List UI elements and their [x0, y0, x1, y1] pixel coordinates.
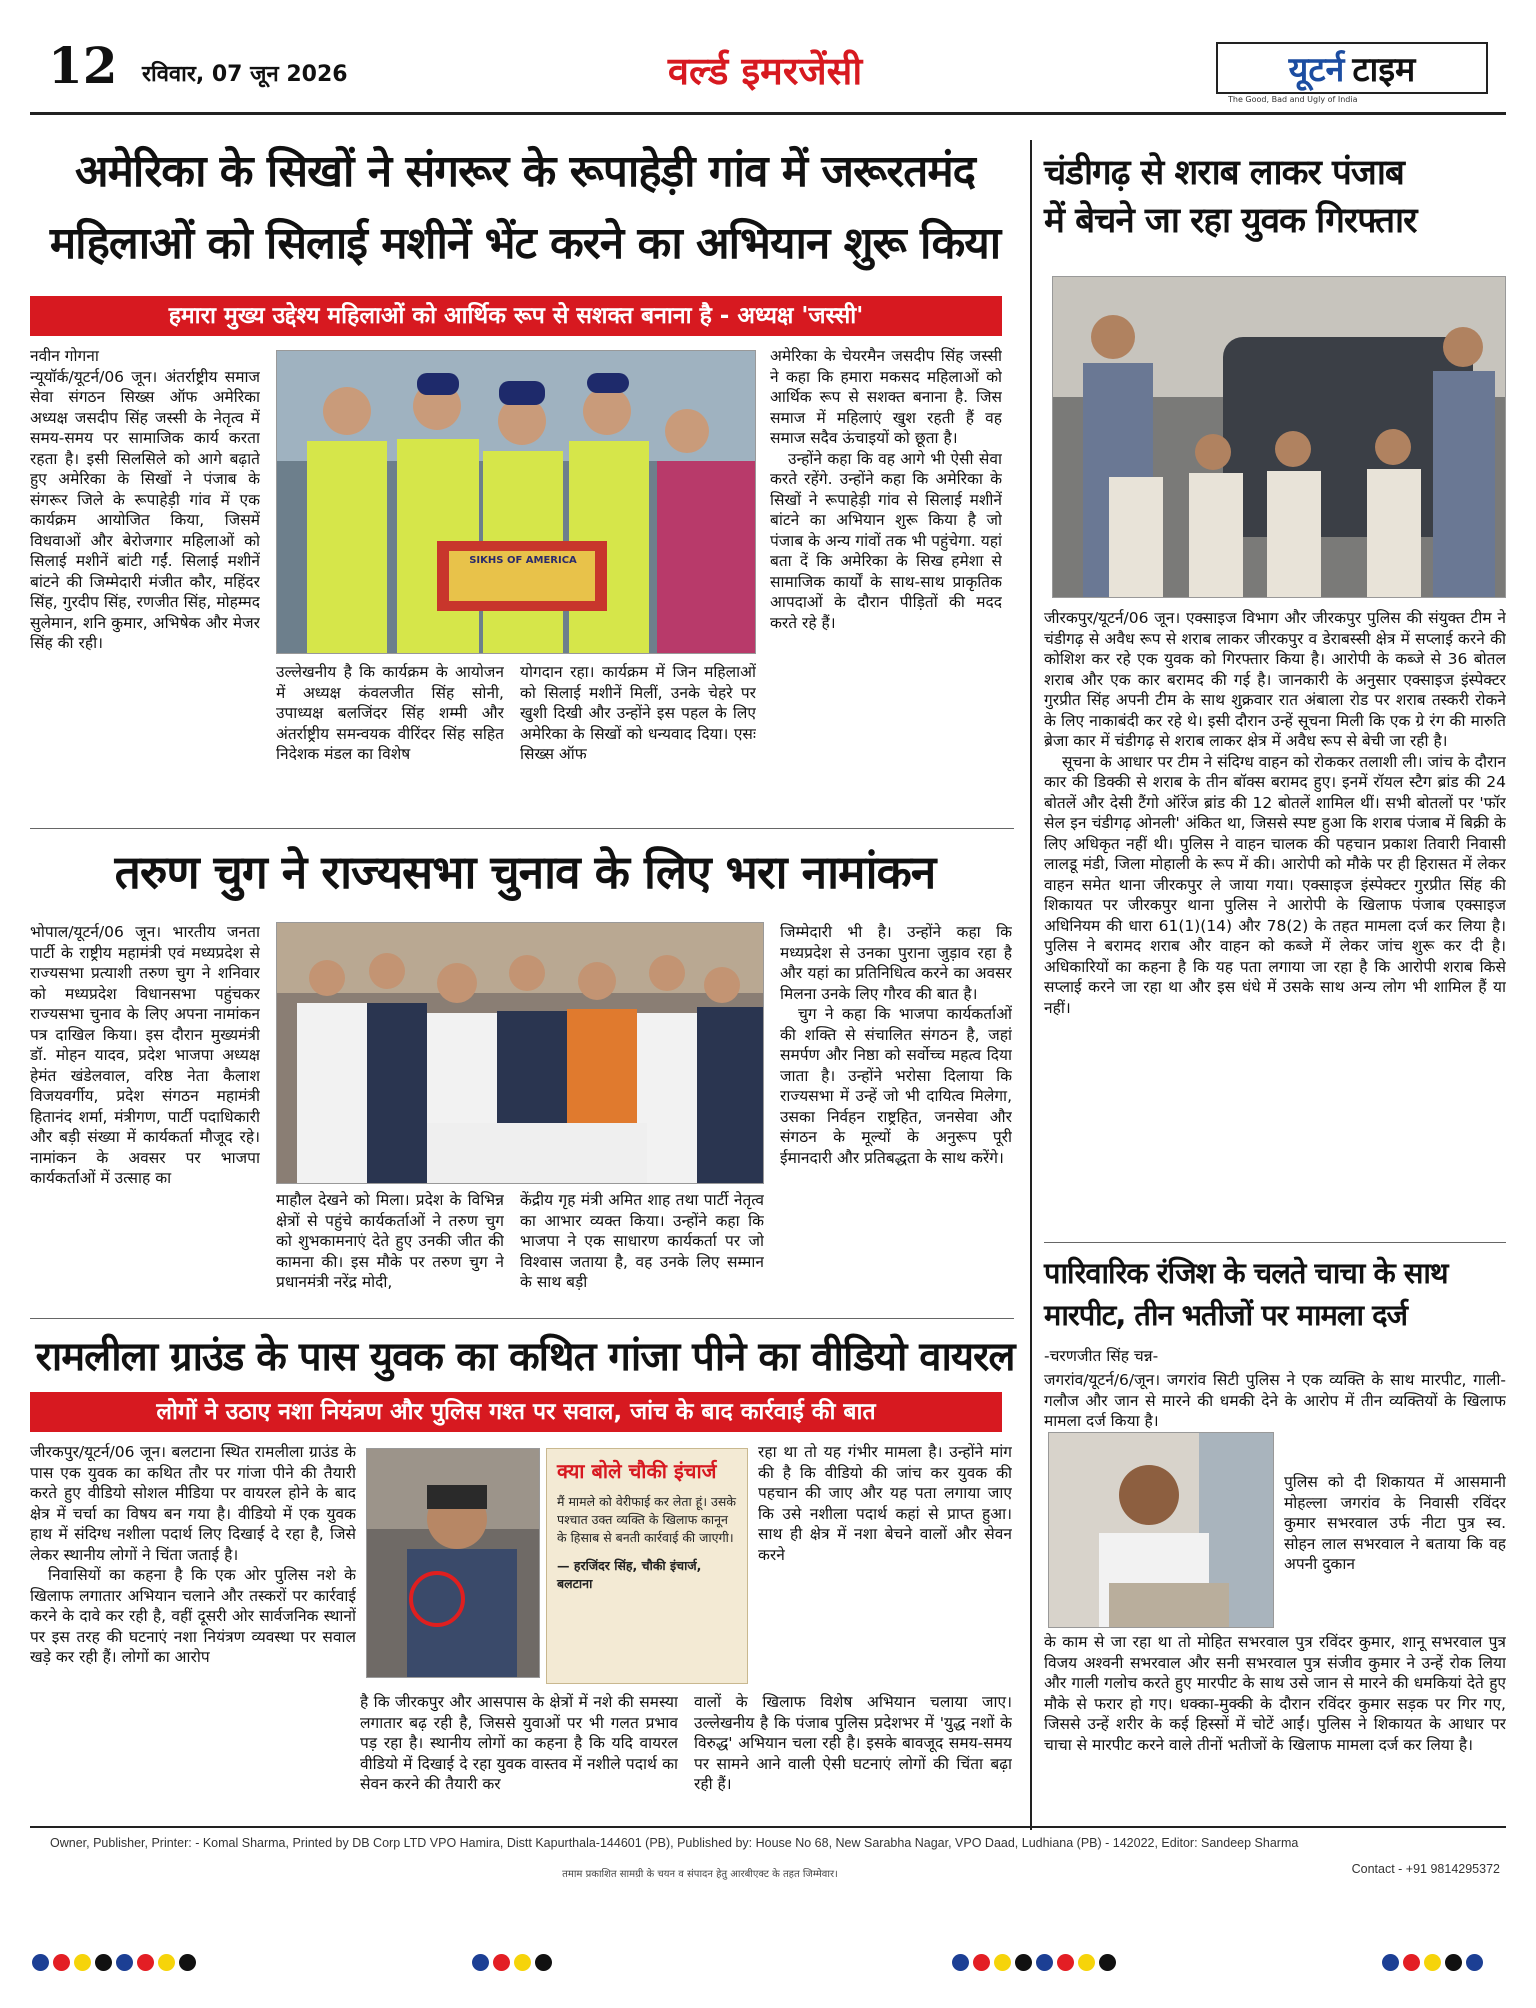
story4-p1: जीरकपुर/यूटर्न/06 जून। एक्साइज विभाग और जीरकपुर पुलिस की संयुक्त टीम ने चंडीगढ़ से अवैध रूप से शराब लाकर जीरकपुर व डेराबस्सी क्षेत्र में सप्लाई करने की कोशिश कर रहे एक युवक को गिरफ्तार किया है। आरोपी के कब्जे से 36 बोतल शराब और एक कार बरामद की गई है। जानकारी के अनुसार एक्साइज इंस्पेक्टर गुरप्रीत सिंह अपनी टीम के साथ शुक्रवार रात अंबाला रोड पर शराब तस्करी रोकने के लिए नाकाबंदी कर रहे थे। इसी दौरान उन्हें सूचना मिली कि एक ग्रे रंग की मारुति ब्रेजा कार में चंडीगढ़ से शराब लाकर क्षेत्र में अवैध रूप से बेची जा रही है। — [1044, 609, 1506, 750]
quote-box-text: मैं मामले को वेरीफाई कर लेता हूं। उसके पश्चात उक्त व्यक्ति के खिलाफ कानून के हिसाब से बनती कार्रवाई की जाएगी। — [557, 1494, 736, 1545]
story1-col3: योगदान रहा। कार्यक्रम में जिन महिलाओं को सिलाई मशीनें मिलीं, उनके चेहरे पर खुशी दिखी और उन्होंने इस पहल के लिए अमेरिका के सिखों को धन्यवाद दिया। एसः सिख्स ऑफ — [520, 663, 756, 763]
registration-marks-center — [470, 1954, 554, 1975]
story3-col2: है कि जीरकपुर और आसपास के क्षेत्रों में नशे की समस्या लगातार बढ़ रही है, जिससे युवाओं पर भी गलत प्रभाव पड़ रहा है। स्थानीय लोगों का कहना है कि यदि वायरल वीडियो में दिखाई दे रहा युवक वास्तव में नशीले पदार्थ का सेवन करने की तैयारी कर — [360, 1693, 678, 1793]
quote-box — [546, 1448, 748, 1684]
story3-col1 — [30, 1442, 356, 1814]
masthead-logo — [1216, 42, 1488, 94]
column-divider — [1030, 140, 1032, 1830]
story2-photo — [276, 922, 764, 1184]
story4-photo — [1052, 276, 1506, 598]
story1-subhead: हमारा मुख्य उद्देश्य महिलाओं को आर्थिक रूप से सशक्त बनाना है - अध्यक्ष 'जस्सी' — [30, 296, 1002, 336]
footer-contact: Contact - +91 9814295372 — [1351, 1862, 1500, 1876]
story1-col1 — [30, 346, 260, 820]
brand-tagline: The Good, Bad and Ugly of India — [1228, 95, 1358, 104]
story5-headline-line1: पारिवारिक रंजिश के चलते चाचा के साथ — [1044, 1256, 1448, 1290]
story5-headline-line2: मारपीट, तीन भतीजों पर मामला दर्ज — [1044, 1298, 1408, 1332]
story2-col4 — [780, 922, 1012, 1308]
registration-marks-right — [950, 1954, 1118, 1975]
story5-photo — [1048, 1432, 1274, 1628]
quote-box-sign: — हरजिंदर सिंह, चौकी इंचार्ज, बलटाना — [557, 1558, 702, 1591]
section-title: वर्ल्ड इमरजेंसी — [667, 49, 863, 93]
story2-col1: भोपाल/यूटर्न/06 जून। भारतीय जनता पार्टी के राष्ट्रीय महामंत्री एवं मध्यप्रदेश से राज्यसभा प्रत्याशी तरुण चुग ने शनिवार को मध्यप्रदेश विधानसभा पहुंचकर राज्यसभा चुनाव के लिए अपना नामांकन पत्र दाखिल किया। इस दौरान मुख्यमंत्री डॉ. मोहन यादव, प्रदेश भाजपा अध्यक्ष हेमंत खंडेलवाल, वरिष्ठ नेता कैलाश विजयवर्गीय, प्रदेश संगठन महामंत्री हितानंद शर्मा, मंत्रीगण, पार्टी पदाधिकारी और बड़ी संख्या में कार्यकर्ता मौजूद रहे। नामांकन के अवसर पर भाजपा कार्यकर्ताओं में उत्साह का — [30, 923, 260, 1187]
story3-col1-p1: जीरकपुर/यूटर्न/06 जून। बलटाना स्थित रामलीला ग्राउंड के पास एक युवक का कथित तौर पर गांजा पीने की तैयारी करते हुए वीडियो सोशल मीडिया पर वायरल होने के बाद क्षेत्र में चर्चा का विषय बन गया है। वीडियो में एक युवक हाथ में संदिग्ध नशीला पदार्थ लिए दिखाई दे रहा है, जिसे लेकर स्थानीय लोगों ने चिंता जताई है। — [30, 1443, 356, 1564]
story1-col2: उल्लेखनीय है कि कार्यक्रम के आयोजन में अध्यक्ष कंवलजीत सिंह सोनी, उपाध्यक्ष बलजिंदर सिंह शम्मी और अंतर्राष्ट्रीय समन्वयक वीरिंदर सिंह सहित निदेशक मंडल का विशेष — [276, 663, 504, 763]
story4-headline-line1: चंडीगढ़ से शराब लाकर पंजाब — [1044, 153, 1404, 193]
story1-rule — [30, 828, 1014, 829]
footer-rule — [30, 1826, 1506, 1828]
story5-byline: -चरणजीत सिंह चन्न- — [1044, 1347, 1159, 1365]
footer-imprint: Owner, Publisher, Printer: - Komal Sharma, Printed by DB Corp LTD VPO Hamira, Distt Kapurthala-144601 (PB), Published by: House No 68, New Sarabha Nagar, VPO Daad, Ludhiana (PB) - 142022, Editor: Sandeep Sharma — [50, 1836, 1299, 1850]
story2-headline: तरुण चुग ने राज्यसभा चुनाव के लिए भरा नामांकन — [114, 845, 936, 899]
story5-top: जगरांव/यूटर्न/6/जून। जगरांव सिटी पुलिस ने एक व्यक्ति के साथ मारपीट, गाली-गलौज और जान से मारने की धमकी देने के आरोप में तीन व्यक्तियों के खिलाफ मामला दर्ज किया है। — [1044, 1371, 1506, 1430]
story3-col3-p2: वालों के खिलाफ विशेष अभियान चलाया जाए। उल्लेखनीय है कि पंजाब पुलिस प्रदेशभर में 'युद्ध नशों के विरुद्ध' अभियान चला रही है। इसके बावजूद समय-समय पर सामने आने वाली ऐसी घटनाएं लोगों की चिंता बढ़ा रही हैं। — [694, 1693, 1012, 1793]
story3-col3 — [694, 1692, 1012, 1814]
brand-main: यूटर्न — [1288, 50, 1345, 90]
story3-photo — [366, 1448, 540, 1678]
story2-col2: माहौल देखने को मिला। प्रदेश के विभिन्न क्षेत्रों से पहुंचे कार्यकर्ताओं ने तरुण चुग को शुभकामनाएं देते हुए उनकी जीत की कामना की। इस मौके पर तरुण चुग ने प्रधानमंत्री नरेंद्र मोदी, — [276, 1191, 504, 1291]
story3-subhead: लोगों ने उठाए नशा नियंत्रण और पुलिस गश्त पर सवाल, जांच के बाद कार्रवाई की बात — [30, 1392, 1002, 1432]
page-date: रविवार, 07 जून 2026 — [142, 62, 348, 87]
footer-disclaimer: तमाम प्रकाशित सामग्री के चयन व संपादन हेतु आरबीएक्ट के तहत जिम्मेवार। — [562, 1869, 838, 1880]
brand-second: टाइम — [1352, 50, 1416, 90]
story5-bottom: के काम से जा रहा था तो मोहित सभरवाल पुत्र रविंदर कुमार, शानू सभरवाल पुत्र विजय अश्वनी सभरवाल और सनी सभरवाल पुत्र संजीव कुमार ने उन्हें रोक लिया और गाली गलोच करते हुए मारपीट के साथ उसे जान से मारने की धमकियां देते हुए मौके से फरार हो गए। धक्का-मुक्की के दौरान रविंदर कुमार सड़क पर गिर गए, जिससे उन्हें शरीर के कई हिस्सों में चोटें आईं। पुलिस ने शिकायत के आधार पर चाचा से मारपीट करने वाले तीनों भतीजों के खिलाफ मामला दर्ज कर लिया है। — [1044, 1633, 1506, 1754]
page-number: 12 — [48, 36, 118, 95]
quote-box-title: क्या बोले चौकी इंचार्ज — [557, 1459, 717, 1483]
story4-rule — [1044, 1242, 1506, 1243]
story3-col1-p2: निवासियों का कहना है कि एक ओर पुलिस नशे के खिलाफ लगातार अभियान चलाने और तस्करों पर कार्रवाई करने के दावे कर रही है, वहीं दूसरी ओर सार्वजनिक स्थानों पर इस तरह की घटनाएं नशा नियंत्रण व्यवस्था पर सवाल खड़े कर रही हैं। लोगों का आरोप — [30, 1566, 356, 1666]
story2-col4-p1: जिम्मेदारी भी है। उन्होंने कहा कि मध्यप्रदेश से उनका पुराना जुड़ाव रहा है और यहां का प्रतिनिधित्व करने का अवसर मिलना उनके लिए गौरव की बात है। — [780, 923, 1012, 1003]
story3-col3-top: रहा था तो यह गंभीर मामला है। उन्होंने मांग की है कि वीडियो की जांच कर युवक की पहचान की जाए और यह पता लगाया जाए कि उसे नशीला पदार्थ कहां से प्राप्त हुआ। साथ ही क्षेत्र में नशा बेचने वालों और सेवन करने — [758, 1443, 1012, 1564]
story1-headline-line1: अमेरिका के सिखों ने संगरूर के रूपाहेड़ी गांव में जरूरतमंद — [74, 146, 975, 197]
story2-col4-p2: चुग ने कहा कि भाजपा कार्यकर्ताओं की शक्ति से संचालित संगठन है, जहां समर्पण और निष्ठा को सर्वोच्च महत्व दिया जाता है। उन्होंने भरोसा दिलाया कि राज्यसभा में उन्हें जो भी दायित्व मिलेगा, उसका निर्वहन राष्ट्रहित, जनसेवा और संगठन के मूल्यों के अनुरूप पूरी ईमानदारी और प्रतिबद्धता के साथ करेंगे। — [780, 1005, 1012, 1167]
story5-side: पुलिस को दी शिकायत में आसमानी मोहल्ला जगरांव के निवासी रविंदर कुमार सभरवाल उर्फ नीटा पुत्र स्व. सोहन लाल सभरवाल ने बताया कि वह अपनी दुकान — [1284, 1473, 1506, 1573]
registration-marks-far — [1380, 1954, 1485, 1975]
story1-photo-banner: SIKHS OF AMERICA — [469, 555, 577, 566]
header-rule — [30, 112, 1506, 115]
story1-col4-p1: अमेरिका के चेयरमैन जसदीप सिंह जस्सी ने कहा कि हमारा मकसद महिलाओं को आर्थिक रूप से सशक्त बनाना है. जिस समाज में महिलाएं खुश रहती हैं वह समाज सदैव ऊंचाइयों को छूता है। — [770, 347, 1002, 447]
story3-headline: रामलीला ग्राउंड के पास युवक का कथित गांजा पीने का वीडियो वायरल — [35, 1334, 1015, 1380]
registration-marks-left — [30, 1954, 198, 1975]
story1-col4 — [770, 346, 1002, 820]
story1-col1-text: न्यूयॉर्क/यूटर्न/06 जून। अंतर्राष्ट्रीय समाज सेवा संगठन सिख्स ऑफ अमेरिका अध्यक्ष जसदीप सिंह जस्सी के नेतृत्व में समय-समय पर सामाजिक कार्य करता रहता है। इसी सिलसिले को आगे बढ़ाते हुए अमेरिका के सिखों ने पंजाब के संगरूर जिले के रूपाहेड़ी गांव में एक कार्यक्रम आयोजित किया, जिसमें विधवाओं और बेरोजगार महिलाओं को सिलाई मशीनें बांटी गईं. सिलाई मशीनें बांटने की जिम्मेदारी मंजीत कौर, महिंदर सिंह, गुरदीप सिंह, रणजीत सिंह, मोहम्मद सुलेमान, शनि कुमार, अभिषेक और मेजर सिंह की रही। — [30, 367, 260, 652]
story4-p2: सूचना के आधार पर टीम ने संदिग्ध वाहन को रोककर तलाशी ली। जांच के दौरान कार की डिक्की से शराब के तीन बॉक्स बरामद हुए। इनमें रॉयल स्टैग ब्रांड की 24 बोतलें और देसी टैंगो ऑरेंज ब्रांड की 12 बोतलें शामिल थीं। सभी बोतलों पर 'फॉर सेल इन चंडीगढ़ ओनली' अंकित था, जिससे स्पष्ट हुआ कि शराब पंजाब में बिक्री के लिए अधिकृत नहीं थी। पुलिस ने वाहन चालक की पहचान प्रकाश तिवारी निवासी लालडू मंडी, जिला मोहाली के रूप में की। आरोपी को मौके पर ही हिरासत में लेकर वाहन समेत थाना जीरकपुर ले जाया गया। एक्साइज इंस्पेक्टर गुरप्रीत सिंह की शिकायत पर जीरकपुर थाना पुलिस ने आरोपी के खिलाफ पंजाब एक्साइज अधिनियम की धारा 61(1)(14) और 78(2) के तहत मामला दर्ज कर लिया है। पुलिस ने बरामद शराब और वाहन को कब्जे में लेकर जांच शुरू कर दी है। अधिकारियों का कहना है कि यह पता लगाया जा रहा है कि आरोपी शराब किसे सप्लाई करने जा रहा था और इस धंधे में उसके साथ अन्य लोग भी शामिल हैं या नहीं। — [1044, 752, 1506, 1017]
story2-col3: केंद्रीय गृह मंत्री अमित शाह तथा पार्टी नेतृत्व का आभार व्यक्त किया। उन्होंने कहा कि भाजपा ने एक साधारण कार्यकर्ता पर जो विश्वास जताया है, वह उनके लिए सम्मान के साथ बड़ी — [520, 1191, 764, 1291]
story1-col4-p2: उन्होंने कहा कि वह आगे भी ऐसी सेवा करते रहेंगे. उन्होंने कहा कि अमेरिका के सिखों ने रूपाहेड़ी गांव से सिलाई मशीनें बांटने का अभियान शुरू किया है जो पंजाब के अन्य गांवों तक भी पहुंचेगा. यहां बता दें कि अमेरिका के सिख हमेशा से सामाजिक कार्यों के साथ-साथ प्राकृतिक आपदाओं के दौरान पीड़ितों की मदद करते रहे हैं। — [770, 449, 1002, 632]
story4-headline-line2: में बेचने जा रहा युवक गिरफ्तार — [1044, 201, 1417, 241]
story1-photo — [276, 350, 756, 654]
story1-byline: नवीन गोगना — [30, 347, 99, 365]
story1-headline-line2: महिलाओं को सिलाई मशीनें भेंट करने का अभियान शुरू किया — [49, 218, 1001, 269]
story4-body — [1044, 608, 1506, 1232]
story2-rule — [30, 1318, 1014, 1319]
